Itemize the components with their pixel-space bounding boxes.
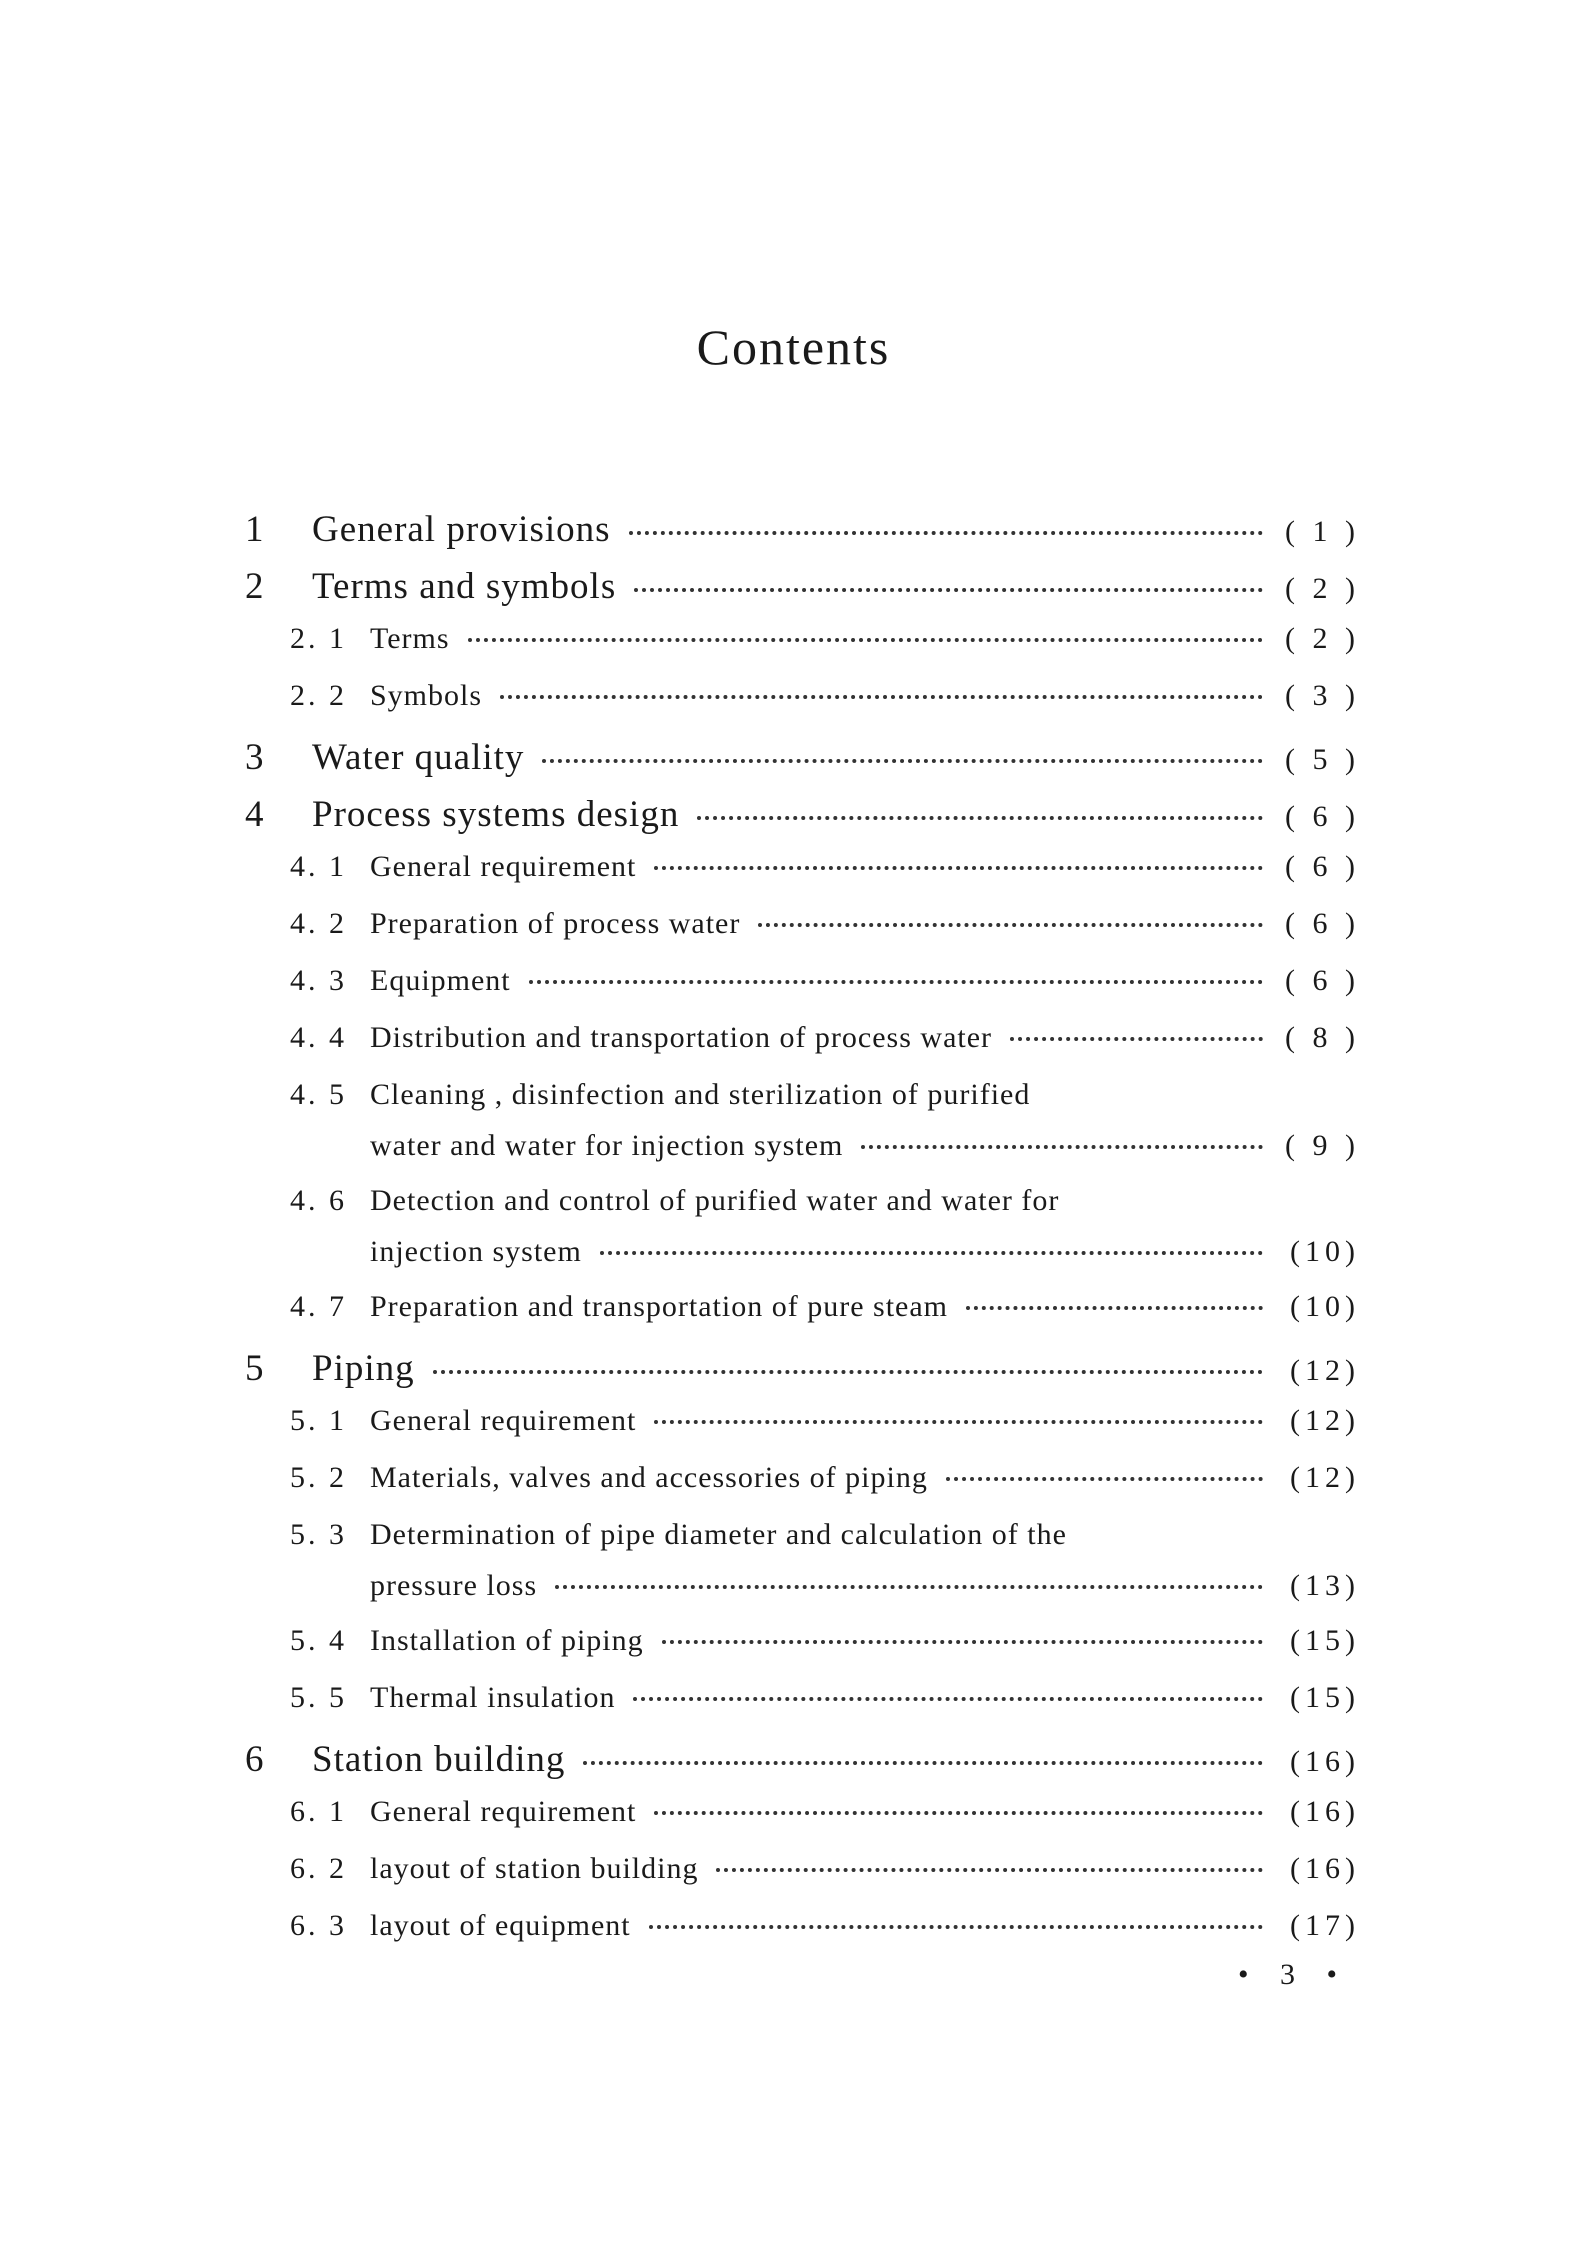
toc-entry-4-6-continued[interactable] — [245, 1235, 1360, 1290]
toc-entry-5-3-continued[interactable] — [245, 1569, 1360, 1624]
toc-title: layout of equipment — [370, 1909, 631, 1942]
toc-page-number: (13) — [1290, 1569, 1360, 1602]
dot-leader — [966, 1292, 1263, 1310]
dot-leader — [946, 1463, 1263, 1481]
toc-page-number: (10) — [1290, 1235, 1360, 1268]
toc-page-number: (16) — [1290, 1795, 1360, 1828]
toc-page-number: (10) — [1290, 1290, 1360, 1323]
toc-entry-5-4[interactable] — [245, 1624, 1360, 1681]
toc-entry-5-3[interactable] — [245, 1518, 1360, 1569]
table-of-contents — [245, 508, 1360, 1966]
toc-entry-4-4[interactable] — [245, 1021, 1360, 1078]
toc-number: 4. 7 — [290, 1290, 347, 1323]
toc-title: Terms and symbols — [312, 566, 617, 607]
toc-number: 6 — [245, 1739, 264, 1780]
toc-title: Symbols — [370, 679, 483, 712]
toc-entry-2[interactable] — [245, 565, 1360, 622]
toc-number: 5. 1 — [290, 1404, 347, 1437]
toc-entry-4-5[interactable] — [245, 1078, 1360, 1129]
toc-entry-4-2[interactable] — [245, 907, 1360, 964]
dot-leader — [500, 681, 1263, 699]
toc-title: Distribution and transportation of process water — [370, 1021, 993, 1054]
toc-number: 5 — [245, 1348, 264, 1389]
toc-number: 6. 1 — [290, 1795, 347, 1828]
toc-entry-4-1[interactable] — [245, 850, 1360, 907]
dot-leader — [468, 624, 1263, 642]
toc-number: 5. 4 — [290, 1624, 347, 1657]
toc-page-number: ( 1 ) — [1285, 515, 1360, 548]
toc-page-number: ( 3 ) — [1285, 679, 1360, 712]
toc-page-number: (15) — [1290, 1681, 1360, 1714]
dot-leader — [654, 852, 1263, 870]
toc-title: General requirement — [370, 850, 637, 883]
toc-number: 4 — [245, 794, 264, 835]
toc-title: Installation of piping — [370, 1624, 644, 1657]
toc-page-number: ( 6 ) — [1285, 800, 1360, 833]
dot-leader — [600, 1237, 1263, 1255]
toc-entry-5-2[interactable] — [245, 1461, 1360, 1518]
toc-entry-4[interactable] — [245, 793, 1360, 850]
toc-number: 5. 2 — [290, 1461, 347, 1494]
toc-title: General provisions — [312, 509, 611, 550]
dot-leader — [716, 1854, 1263, 1872]
toc-number: 4. 1 — [290, 850, 347, 883]
dot-leader — [654, 1797, 1263, 1815]
toc-entry-4-6[interactable] — [245, 1184, 1360, 1235]
toc-entry-6-2[interactable] — [245, 1852, 1360, 1909]
toc-page-number: (15) — [1290, 1624, 1360, 1657]
toc-page-number: (16) — [1290, 1745, 1360, 1778]
toc-entry-2-1[interactable] — [245, 622, 1360, 679]
dot-leader — [634, 574, 1263, 592]
toc-page-number: ( 6 ) — [1285, 964, 1360, 997]
toc-number: 4. 5 — [290, 1078, 347, 1111]
toc-entry-4-7[interactable] — [245, 1290, 1360, 1347]
toc-number: 2. 1 — [290, 622, 347, 655]
toc-title: Materials, valves and accessories of piping — [370, 1461, 928, 1494]
dot-leader — [758, 909, 1263, 927]
toc-page-number: ( 5 ) — [1285, 743, 1360, 776]
toc-number: 6. 2 — [290, 1852, 347, 1885]
dot-leader — [433, 1356, 1263, 1374]
toc-number: 3 — [245, 737, 264, 778]
toc-title-continued: pressure loss — [370, 1569, 538, 1602]
toc-number: 1 — [245, 509, 264, 550]
toc-entry-4-3[interactable] — [245, 964, 1360, 1021]
toc-page-number: (16) — [1290, 1852, 1360, 1885]
dot-leader — [649, 1911, 1263, 1929]
toc-number: 2 — [245, 566, 264, 607]
dot-leader — [697, 802, 1263, 820]
toc-page-number: ( 8 ) — [1285, 1021, 1360, 1054]
toc-title: Preparation and transportation of pure steam — [370, 1290, 948, 1323]
toc-title: Detection and control of purified water and water for — [370, 1184, 1060, 1217]
toc-number: 6. 3 — [290, 1909, 347, 1942]
toc-title: Water quality — [312, 737, 525, 778]
toc-number: 4. 3 — [290, 964, 347, 997]
toc-number: 4. 6 — [290, 1184, 347, 1217]
dot-leader — [542, 745, 1263, 763]
toc-number: 5. 5 — [290, 1681, 347, 1714]
toc-title: General requirement — [370, 1795, 637, 1828]
toc-page-number: ( 2 ) — [1285, 572, 1360, 605]
page-title: Contents — [696, 319, 891, 375]
toc-entry-1[interactable] — [245, 508, 1360, 565]
toc-title-continued: water and water for injection system — [370, 1129, 844, 1162]
toc-title-continued: injection system — [370, 1235, 582, 1268]
toc-page-number: ( 6 ) — [1285, 850, 1360, 883]
toc-number: 4. 2 — [290, 907, 347, 940]
toc-title: Determination of pipe diameter and calculation of the — [370, 1518, 1067, 1551]
toc-title: Terms — [370, 622, 450, 655]
toc-entry-6-1[interactable] — [245, 1795, 1360, 1852]
toc-entry-6[interactable] — [245, 1738, 1360, 1795]
toc-page-number: (17) — [1290, 1909, 1360, 1942]
toc-title: Station building — [312, 1739, 566, 1780]
toc-title: Equipment — [370, 964, 511, 997]
toc-entry-5-5[interactable] — [245, 1681, 1360, 1738]
toc-entry-6-3[interactable] — [245, 1909, 1360, 1966]
dot-leader — [633, 1683, 1263, 1701]
toc-title: Preparation of process water — [370, 907, 741, 940]
toc-page-number: (12) — [1290, 1461, 1360, 1494]
footer-page-number: • 3 • — [1238, 1958, 1350, 1991]
toc-page-number: (12) — [1290, 1404, 1360, 1437]
dot-leader — [629, 517, 1263, 535]
dot-leader — [1010, 1023, 1263, 1041]
toc-entry-5[interactable] — [245, 1347, 1360, 1404]
dot-leader — [529, 966, 1263, 984]
toc-number: 4. 4 — [290, 1021, 347, 1054]
toc-number: 5. 3 — [290, 1518, 347, 1551]
dot-leader — [555, 1571, 1263, 1589]
dot-leader — [583, 1747, 1263, 1765]
toc-page-number: ( 2 ) — [1285, 622, 1360, 655]
toc-title: layout of station building — [370, 1852, 699, 1885]
dot-leader — [654, 1406, 1263, 1424]
toc-entry-2-2[interactable] — [245, 679, 1360, 736]
toc-entry-3[interactable] — [245, 736, 1360, 793]
toc-title: Cleaning , disinfection and sterilization of purified — [370, 1078, 1031, 1111]
toc-title: Process systems design — [312, 794, 680, 835]
toc-page-number: ( 9 ) — [1285, 1129, 1360, 1162]
dot-leader — [861, 1131, 1263, 1149]
toc-page-number: (12) — [1290, 1354, 1360, 1387]
toc-number: 2. 2 — [290, 679, 347, 712]
toc-entry-5-1[interactable] — [245, 1404, 1360, 1461]
toc-entry-4-5-continued[interactable] — [245, 1129, 1360, 1184]
toc-title: General requirement — [370, 1404, 637, 1437]
dot-leader — [662, 1626, 1263, 1644]
toc-title: Piping — [312, 1348, 415, 1389]
toc-title: Thermal insulation — [370, 1681, 616, 1714]
toc-page-number: ( 6 ) — [1285, 907, 1360, 940]
